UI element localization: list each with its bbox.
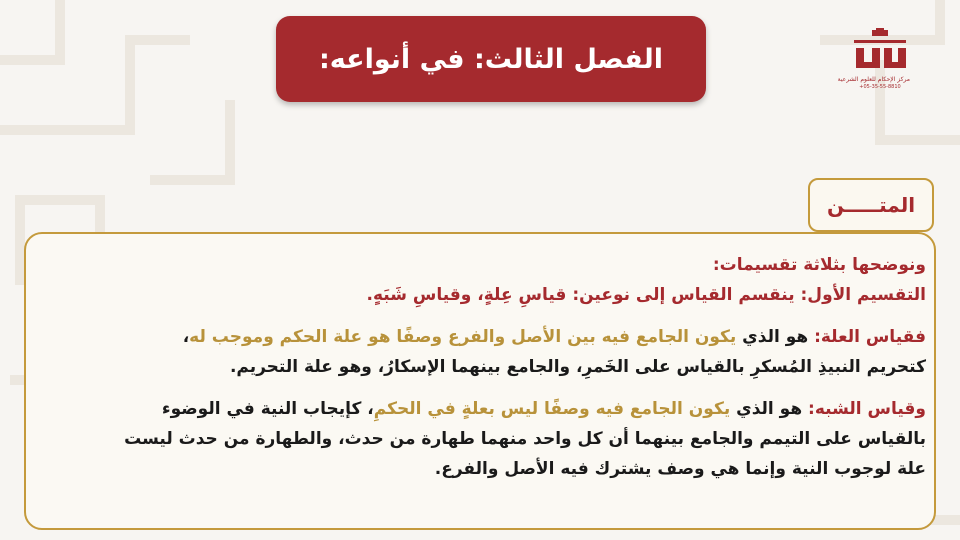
illa-tail: ،	[182, 327, 190, 347]
shabah-definition: يكون الجامع فيه وصفًا ليس بعلةٍ في الحكمِ	[373, 399, 731, 419]
shabah-tail: ، كإيجاب النية في الوضوء	[161, 399, 374, 419]
illa-example-line: كتحريم النبيذِ المُسكرِ بالقياس على الخَمرِ، والجامع بينهما الإسكارُ، وهو علة التحريم.	[229, 357, 926, 377]
logo-phone: +05-35-55-8810	[859, 84, 901, 90]
content-box	[24, 232, 936, 530]
illa-lead: هو الذي	[736, 327, 815, 347]
shabah-term: وقياس الشبه:	[808, 399, 926, 419]
illa-term: فقياس العلة:	[814, 327, 926, 347]
chapter-title: الفصل الثالث: في أنواعه:	[319, 43, 663, 75]
chapter-title-banner	[276, 16, 706, 102]
illa-definition-line	[40, 322, 926, 352]
logo-subtitle: مركز الإحكام للعلوم الشرعية	[837, 76, 910, 83]
shabah-example-line: بالقياس على التيمم والجامع بينهما أن كل واحد منهما طهارة من حدث، والطهارة من حدث ليست	[124, 429, 926, 449]
logo-mark	[850, 28, 910, 72]
logo	[837, 28, 910, 92]
illa-definition: يكون الجامع فيه بين الأصل والفرع وصفًا هو علة الحكم وموجب له	[189, 327, 737, 347]
shabah-definition-line	[40, 394, 926, 424]
matn-tab	[808, 178, 934, 232]
matn-label: المتـــــن	[826, 193, 916, 217]
first-division-line: التقسيم الأول: ينقسم القياس إلى نوعين: قياسِ عِلةٍ، وقياسِ شَبَهٍ.	[366, 285, 926, 305]
shabah-conclusion-line: علة لوجوب النية وإنما هي وصف يشترك فيه الأصل والفرع.	[434, 459, 926, 479]
shabah-lead: هو الذي	[730, 399, 809, 419]
intro-line: ونوضحها بثلاثة تقسيمات:	[712, 255, 926, 275]
